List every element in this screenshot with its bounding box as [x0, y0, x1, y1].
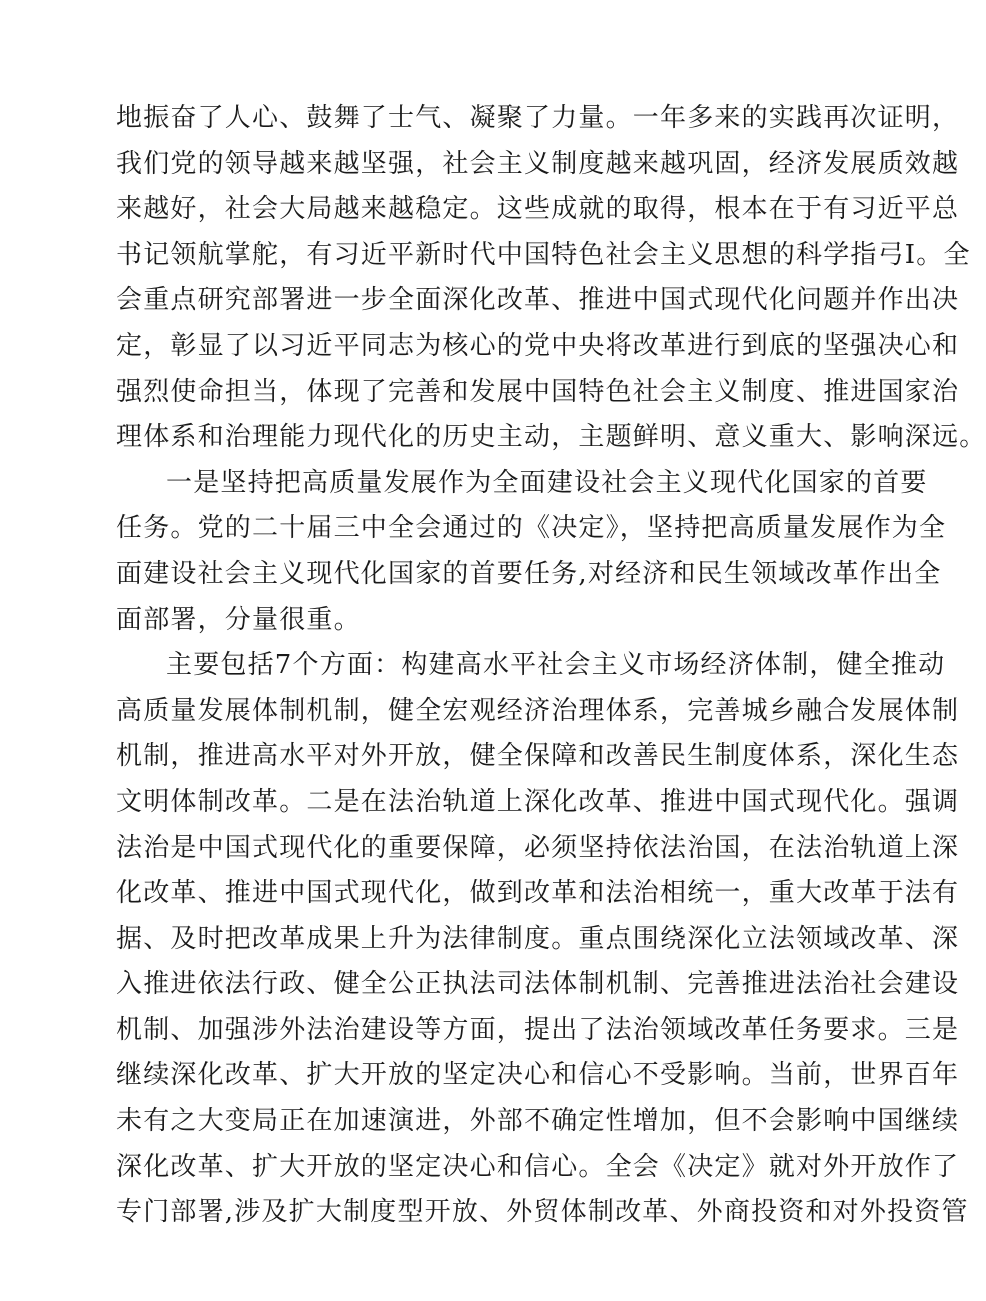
body-text — [116, 96, 986, 1236]
text-line: 任务。党的二十届三中全会通过的《决定》，坚持把高质量发展作为全 — [116, 513, 947, 544]
text-line: 入推进依法行政、健全公正执法司法体制机制、完善推进法治社会建设 — [116, 969, 960, 1000]
text-line: 定，彰显了以习近平同志为核心的党中央将改革进行到底的坚强决心和 — [116, 330, 960, 361]
text-line: 据、及时把改革成果上升为法律制度。重点围绕深化立法领域改革、深 — [116, 923, 960, 954]
text-line: 书记领航掌舵，有习近平新时代中国特色社会主义思想的科学指弓I。全 — [116, 239, 971, 270]
text-line: 地振奋了人心、鼓舞了士气、凝聚了力量。一年多来的实践再次证明， — [116, 103, 960, 133]
text-line: 法治是中国式现代化的重要保障，必须坚持依法治国，在法治轨道上深 — [116, 832, 960, 863]
text-line: 继续深化改革、扩大开放的坚定决心和信心不受影响。当前，世界百年 — [116, 1060, 960, 1091]
text-line: 会重点研究部署进一步全面深化改革、推进中国式现代化问题并作出决 — [116, 285, 960, 316]
text-line: 机制、加强涉外法治建设等方面，提出了法治领域改革任务要求。三是 — [116, 1014, 960, 1045]
text-line: 强烈使命担当，体现了完善和发展中国特色社会主义制度、推进国家治 — [116, 376, 960, 407]
text-line: 我们党的领导越来越坚强，社会主义制度越来越巩固，经济发展质效越 — [116, 148, 960, 179]
text-line: 深化改革、扩大开放的坚定决心和信心。全会《决定》就对外开放作了 — [116, 1151, 960, 1182]
paragraph-start-line: 主要包括7个方面：构建高水平社会主义市场经济体制，健全推动 — [166, 650, 946, 681]
text-line: 文明体制改革。二是在法治轨道上深化改革、推进中国式现代化。强调 — [116, 786, 960, 817]
text-line: 化改革、推进中国式现代化，做到改革和法治相统一，重大改革于法有 — [116, 878, 960, 909]
text-line: 面建设社会主义现代化国家的首要任务,对经济和民生领域改革作出全 — [116, 558, 942, 589]
text-line: 来越好，社会大局越来越稳定。这些成就的取得，根本在于有习近平总 — [116, 194, 960, 225]
text-line: 面部署，分量很重。 — [116, 604, 361, 635]
text-line: 高质量发展体制机制，健全宏观经济治理体系，完善城乡融合发展体制 — [116, 695, 960, 726]
paragraph-start-line: 一是坚持把高质量发展作为全面建设社会主义现代化国家的首要 — [166, 467, 928, 498]
text-line: 未有之大变局正在加速演进，外部不确定性增加，但不会影响中国继续 — [116, 1106, 960, 1137]
text-line: 理体系和治理能力现代化的历史主动，主题鲜明、意义重大、影响深远。 — [116, 422, 986, 453]
text-line: 专门部署,涉及扩大制度型开放、外贸体制改革、外商投资和对外投资管 — [116, 1197, 969, 1228]
text-line: 机制，推进高水平对外开放，健全保障和改善民生制度体系，深化生态 — [116, 741, 960, 772]
